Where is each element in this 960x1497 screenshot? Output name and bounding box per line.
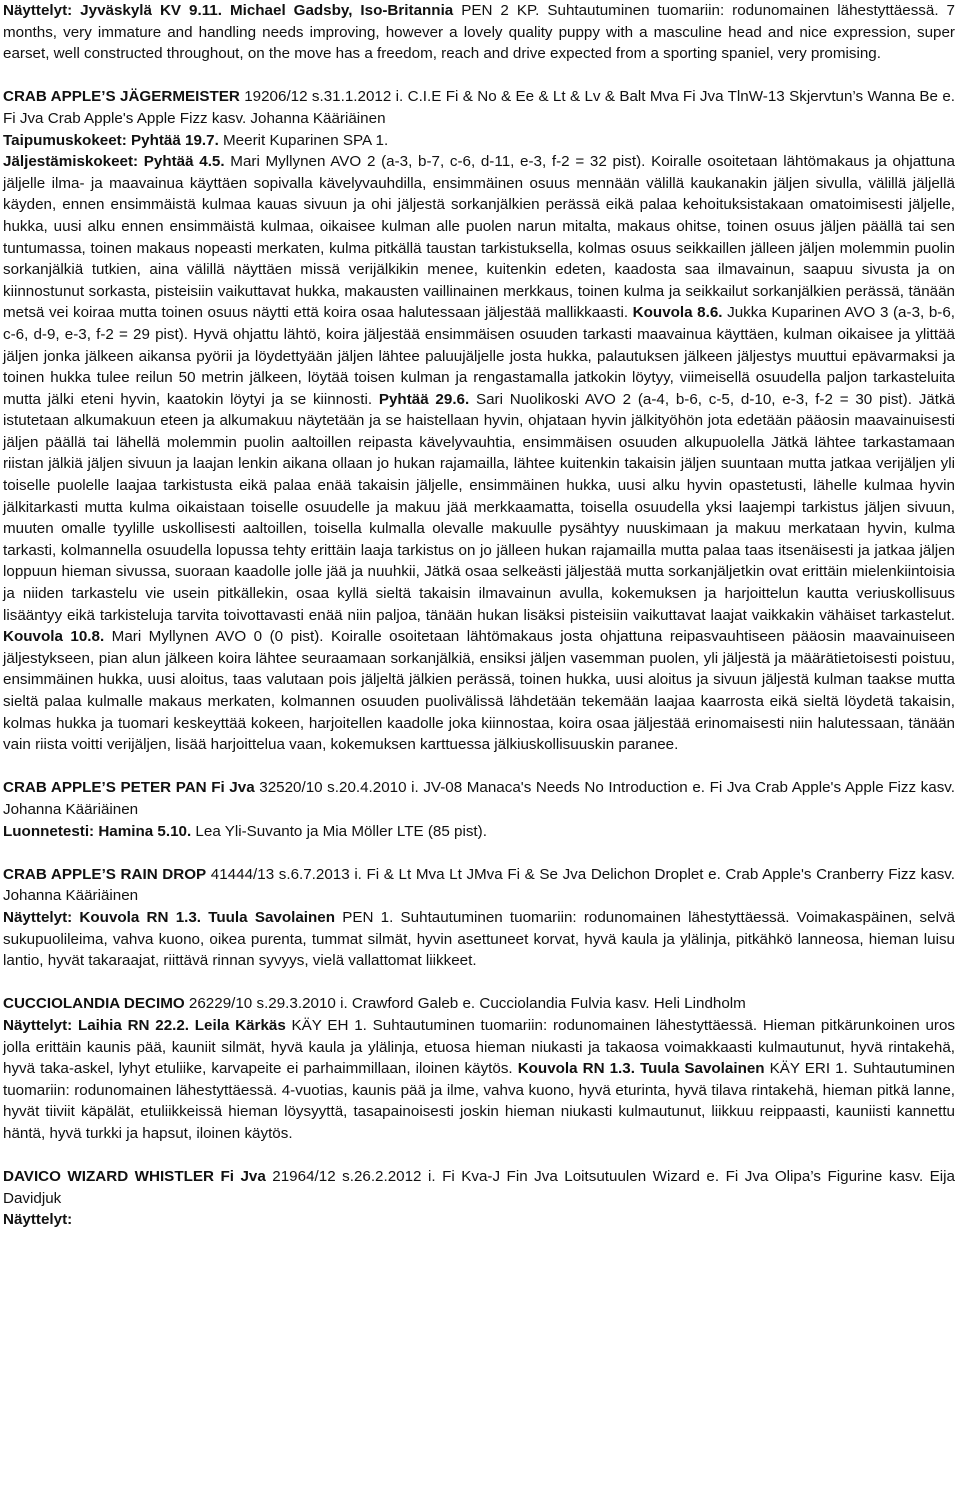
entry-heading-paragraph xyxy=(3,0,955,65)
text-run: 21964/12 s.26.2.2012 i. Fi Kva-J Fin Jva Loitsutuulen Wizard e. Fi Jva Olipa’s Figurine kasv. Eija Davidjuk xyxy=(3,1168,955,1207)
bold-text-run: CRAB APPLE’S JÄGERMEISTER xyxy=(3,88,240,106)
bold-text-run: Näyttelyt: xyxy=(3,1211,73,1229)
bold-text-run: Pyhtää 29.6. xyxy=(378,390,470,408)
text-run: 41444/13 s.6.7.2013 i. Fi & Lt Mva Lt JMva Fi & Se Jva Delichon Droplet e. Crab Apple's Cranberry Fizz kasv. Johanna Kääriäinen xyxy=(3,865,955,905)
entry-result-paragraph xyxy=(3,1209,955,1231)
text-run: KÄY EH 1. Suhtautuminen tuomariin: rodunomainen lähestyttäessä. Hieman pitkärunkoinen uros jolla erittäin kaunis pää, kauniit silmät, hyvä kaula ja ylälinja, etuosa hieman niukasti ja takaosa voimakkaasti kulmautunut, hyvä rintakehä, hyvä taka-askel, lyhyt etuliike, karvapeite ei parhaimmillaan, iloinen käytös. xyxy=(3,1016,955,1078)
text-run: 32520/10 s.20.4.2010 i. JV-08 Manaca's Needs No Introduction e. Fi Jva Crab Apple's Apple Fizz kasv. Johanna Kääriäinen xyxy=(3,779,955,818)
bold-text-run: Näyttelyt: Kouvola RN 1.3. Tuula Savolainen xyxy=(3,908,336,926)
text-run: Jukka Kuparinen AVO 3 (a-3, b-6, c-6, d-9, e-3, f-2 = 29 pist). Hyvä ohjattu lähtö, koira jäljestää ensimmäisen osuuden tarkasti maavainua käyttäen, kulman oikaisee ja ylittää jäljen jonka jälkeen aikansa pyörii ja löydettyään jäljen lähtee paluujäljelle josta hukka, palautuksen jälkeen jäljestys muuttui epävarmaksi ja toinen hukka tulee reilun 50 metrin jälkeen, löytää toisen kulman ja rengastamalla jatkokin löytyy, viimeisellä osuudella paljon tarkasteluita mutta jälki eteni hyvin, kaatokin löytyi ja se kiinnosti. xyxy=(3,304,956,408)
bold-text-run: Luonnetesti: Hamina 5.10. xyxy=(3,822,192,840)
dog-entry xyxy=(3,1166,955,1231)
bold-text-run: Taipumuskokeet: Pyhtää 19.7. xyxy=(3,131,219,149)
dog-entry xyxy=(3,0,955,65)
entry-heading-paragraph xyxy=(3,993,955,1015)
entry-heading-paragraph xyxy=(3,86,955,129)
dog-entry xyxy=(3,86,955,755)
entry-result-paragraph xyxy=(3,151,955,756)
entry-result-paragraph xyxy=(3,907,955,972)
entry-result-paragraph xyxy=(3,821,955,843)
entry-result-paragraph xyxy=(3,130,955,152)
bold-text-run: Näyttelyt: Jyväskylä KV 9.11. Michael Gadsby, Iso-Britannia xyxy=(3,2,454,19)
text-run: 19206/12 s.31.1.2012 i. C.I.E Fi & No & Ee & Lt & Lv & Balt Mva Fi Jva TlnW-13 Skjervtun’s Wanna Be e. Fi Jva Crab Apple's Apple Fizz kasv. Johanna Kääriäinen xyxy=(3,88,955,127)
text-run: Sari Nuolikoski AVO 2 (a-4, b-6, c-5, d-10, e-3, f-2 = 30 pist). Jätkä istutetaan alkumakuun eteen ja alkumakuu näytetään ja se haistellaan hyvin, ohjataan hyvin jälkityöhön jota edetään pääosin maavainuisesti jäljen päällä tai lähellä molemmin puolin aaltoillen reipasta kävelyvauhtia, ensimmäisen osuuden alkupuolella Jätkä lähtee tarkastamaan riistan jälkiä jäljen sivuun ja laajan lenkin aikana ollaan jo hukan rajamailla, lähtee kuitenkin takaisin jäljen suuntaan mutta jatkaa verijäljen yli toiselle puolelle laajaa tarkistusta eikä palaa enää takaisin jäljelle, ensimmäinen hukka, uusi alku hyvin opastetusti, lähelle kulmaa hyvin jälkitarkasti mutta kulma oikaistaan toiselle osuudelle ja makuu jää merkkaamatta, toisella osuudella yksi laajempi tarkistus jäljen sivuun, muuten omalle tyylille uskollisesti aaltoillen, toisella kulmalla olevalle makuulle pysähtyy nuuskimaan ja makuu merkataan hyvin, kulma tarkasti, kolmannella osuudella lopussa tehty erittäin laaja tarkistus on jo jälleen hukan rajamailla mutta palaa taas itsenäisesti ja jatkaa jäljen loppuun hieman sivussa, suoraan kaadolle jolle jää ja nuuhkii, Jätkä osaa selkeästi jäljestää mutta sorkanjäljetkin ovat erittäin mielenkiintoisia ja niiden tarkastelu vie usein pitkällekin, osaa kyllä sieltä takaisin ilmavainun avulla, kokemuksen ja harjoittelun kautta veriuskollisuus lisääntyy eikä tarkisteluja tarvita toivottavasti enää niin paljoa, tänään hukan lisäksi pisteisiin vaikuttavat laajat vaikkakin vähäiset tarkastelut. xyxy=(3,390,955,624)
text-run: Lea Yli-Suvanto ja Mia Möller LTE (85 pist). xyxy=(191,822,487,840)
text-run: KÄY ERI 1. Suhtautuminen tuomariin: rodunomainen lähestyttäessä. 4-vuotias, kaunis pää ja ilme, vahva kuono, hyvä eturinta, hyvä tilava rintakehä, hieman pitkä lanne, hyvät tiiviit käpälät, etuliikkeissä hieman löysyyttä, tasapainoisesti joskin hieman niukasti kulmautunut, liikkuu reippaasti, kauniisti kannettu häntä, hyvä turkki ja hapsut, iloinen käytös. xyxy=(3,1060,955,1142)
entry-heading-paragraph xyxy=(3,777,955,820)
text-run: 26229/10 s.29.3.2010 i. Crawford Galeb e. Cucciolandia Fulvia kasv. Heli Lindholm xyxy=(184,995,746,1013)
bold-text-run: CUCCIOLANDIA DECIMO xyxy=(3,995,185,1013)
text-run: Mari Myllynen AVO 2 (a-3, b-7, c-6, d-11, e-3, f-2 = 32 pist). Koiralle osoitetaan lähtömakaus ja ohjattuna jäljelle ilma- ja maavainua käyttäen sopivalla kävelyvauhdilla, ensimmäinen osuus mennään välillä kaukanakin jäljen sivulla, välillä jäljellä käyden, ennen ensimmäistä kulmaa kauas sivuun ja ohi jäljestä sorkanjälkien perässä eikä palaa kehoituksistakaan omatoimisesti jäljelle, hukka, uusi alku ennen ensimmäistä kulmaa, oikaisee kulman alle puolen narun mitalta, makaus ohitse, toinen osuus jäljen päällä tai sen tuntumassa, toinen makaus nopeasti merkaten, kulma pitkällä taustan tarkistuksella, kolmas osuus seikkaillen jälleen jäljen molemmin puolin sorkanjälkiä tutkien, aina välillä näyttäen missä verijälkikin menee, kuitenkin edeten, kaadosta saa ilmavainun, saapuu sivusta ja on kiinnostunut sorkasta, pisteisiin vaikuttavat hukka, makausten vaillinainen merkkaus, toinen kulma ja seikkailut sorkanjälkien perässä, tänään metsä vei koiraa mutta toinen osuus näytti että koira osaa halutessaan jäljestää mallikkaasti. xyxy=(3,153,955,322)
bold-text-run: Kouvola RN 1.3. Tuula Savolainen xyxy=(517,1060,765,1078)
entry-heading-paragraph xyxy=(3,1166,955,1209)
text-run: Mari Myllynen AVO 0 (0 pist). Koiralle osoitetaan lähtömakaus josta ohjattuna reipasvauhtiseen pääosin maavainuiseen jäljestykseen, pian alun jälkeen koira lähtee seuraamaan sorkanjälkiä, ensiksi jäljen vasemman puolen, yli jäljestä ja määrätietoisesti poistuu, ensimmäinen hukka, uusi aloitus, taas valutaan pois jäljeltä jälkien perässä, toinen hukka, uusi aloitus ja sivuun jäljestä kulman taakse mutta sieltä palaa kulmalle makaus merkaten, kolmannen osuuden puolivälissä lähdetään tekemään laajaa kaarrosta eikä sieltä löydetä takaisin, kolmas hukka ja tuomari keskeyttää kokeen, harjoitellen kaadolle joka kiinnostaa, koira osaa jäljestää erinomaisesti niin halutessaan, tänään vain riista voitti verijäljen, lisää harjoittelua vaan, kokemuksen karttuessa jälkiuskollisuuskin paranee. xyxy=(3,628,955,754)
text-run: PEN 2 KP. Suhtautuminen tuomariin: rodunomainen lähestyttäessä. 7 months, very immature and handling needs improving, however a lovely quality puppy with a masculine head and nice expression, super earset, well constructed throughout, on the move has a freedom, reach and drive expected from a sporting spaniel, very promising. xyxy=(3,2,955,63)
bold-text-run: CRAB APPLE’S RAIN DROP xyxy=(3,865,207,883)
dog-entry xyxy=(3,777,955,842)
bold-text-run: Näyttelyt: Laihia RN 22.2. Leila Kärkäs xyxy=(3,1016,286,1034)
text-run: Meerit Kuparinen SPA 1. xyxy=(218,131,389,149)
bold-text-run: Jäljestämiskokeet: Pyhtää 4.5. xyxy=(3,153,225,171)
entry-heading-paragraph xyxy=(3,864,955,907)
bold-text-run: CRAB APPLE’S PETER PAN Fi Jva xyxy=(3,779,255,797)
entry-result-paragraph xyxy=(3,1015,955,1145)
bold-text-run: DAVICO WIZARD WHISTLER Fi Jva xyxy=(3,1168,266,1186)
bold-text-run: Kouvola 8.6. xyxy=(632,304,723,322)
dog-entry xyxy=(3,993,955,1144)
bold-text-run: Kouvola 10.8. xyxy=(3,628,105,646)
text-run: PEN 1. Suhtautuminen tuomariin: rodunomainen lähestyttäessä. Voimakaspäinen, selvä sukupuolileima, vahva kuono, oikea purenta, tummat silmät, hyvin asettuneet korvat, hyvä kaula ja ylälinja, pitkähkö lanneosa, hieman luisu lantio, hyvät takaraajat, riittävä rinnan syvyys, vielä vallattomat liikkeet. xyxy=(3,908,955,970)
dog-entry xyxy=(3,864,955,972)
